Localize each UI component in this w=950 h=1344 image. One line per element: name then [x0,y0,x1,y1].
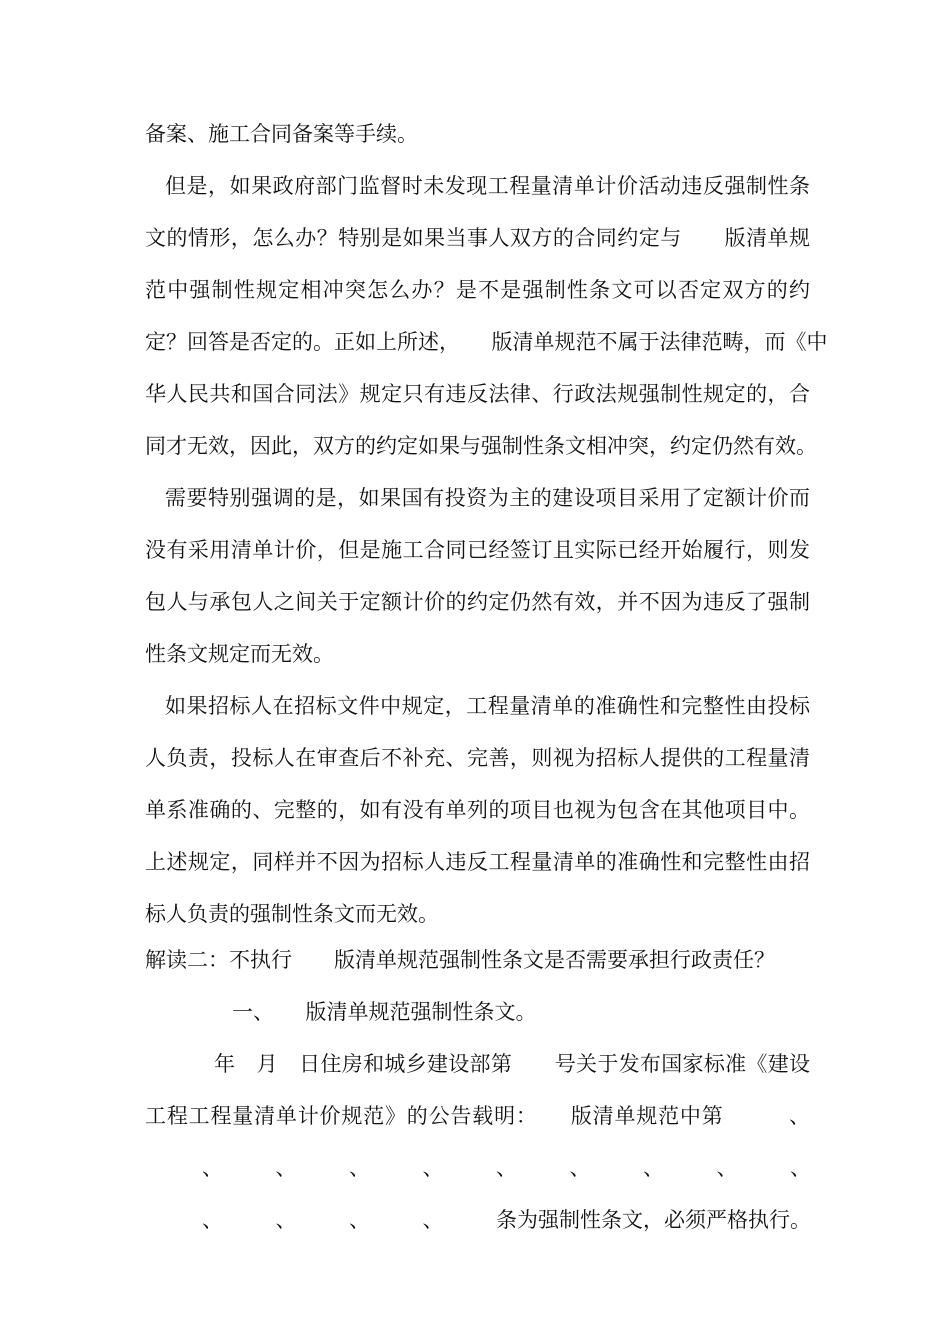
text-line: 、 、 、 、 、 、 、 、 、 [202,1156,811,1180]
text-line: 如果招标人在招标文件中规定，工程量清单的准确性和完整性由投标 [165,694,810,718]
text-line: 华人民共和国合同法》规定只有违反法律、行政法规强制性规定的，合 [145,382,810,406]
text-line: 性条文规定而无效。 [145,642,334,666]
text-line: 范中强制性规定相冲突怎么办？是不是强制性条文可以否定双方的约 [145,278,810,302]
text-line: 单系准确的、完整的，如有没有单列的项目也视为包含在其他项目中。 [145,798,810,822]
text-line: 定？回答是否定的。正如上所述， 版清单规范不属于法律范畴，而《中 [145,330,828,354]
text-line: 但是，如果政府部门监督时未发现工程量清单计价活动违反强制性条 [165,174,810,198]
text-line: 文的情形，怎么办？特别是如果当事人双方的合同约定与 版清单规 [145,226,810,250]
text-line: 同才无效，因此，双方的约定如果与强制性条文相冲突，约定仍然有效。 [145,434,817,458]
section-heading: 解读二：不执行 版清单规范强制性条文是否需要承担行政责任？ [145,948,775,972]
text-line: 需要特别强调的是，如果国有投资为主的建设项目采用了定额计价而 [165,486,810,510]
text-line: 上述规定，同样并不因为招标人违反工程量清单的准确性和完整性由招 [145,850,810,874]
text-line: 工程工程量清单计价规范》的公告载明： 版清单规范中第 、 [145,1104,810,1128]
text-line: 年 月 日住房和城乡建设部第 号关于发布国家标准《建设 [214,1052,810,1076]
text-line: 包人与承包人之间关于定额计价的约定仍然有效，并不因为违反了强制 [145,590,810,614]
text-line: 人负责，投标人在审查后不补充、完善，则视为招标人提供的工程量清 [145,746,810,770]
subsection-heading: 一、 版清单规范强制性条文。 [232,1000,537,1024]
text-line: 备案、施工合同备案等手续。 [145,122,418,146]
text-line: 标人负责的强制性条文而无效。 [145,902,439,926]
text-line: 、 、 、 、 条为强制性条文，必须严格执行。 [202,1208,811,1232]
text-line: 没有采用清单计价，但是施工合同已经签订且实际已经开始履行，则发 [145,538,810,562]
